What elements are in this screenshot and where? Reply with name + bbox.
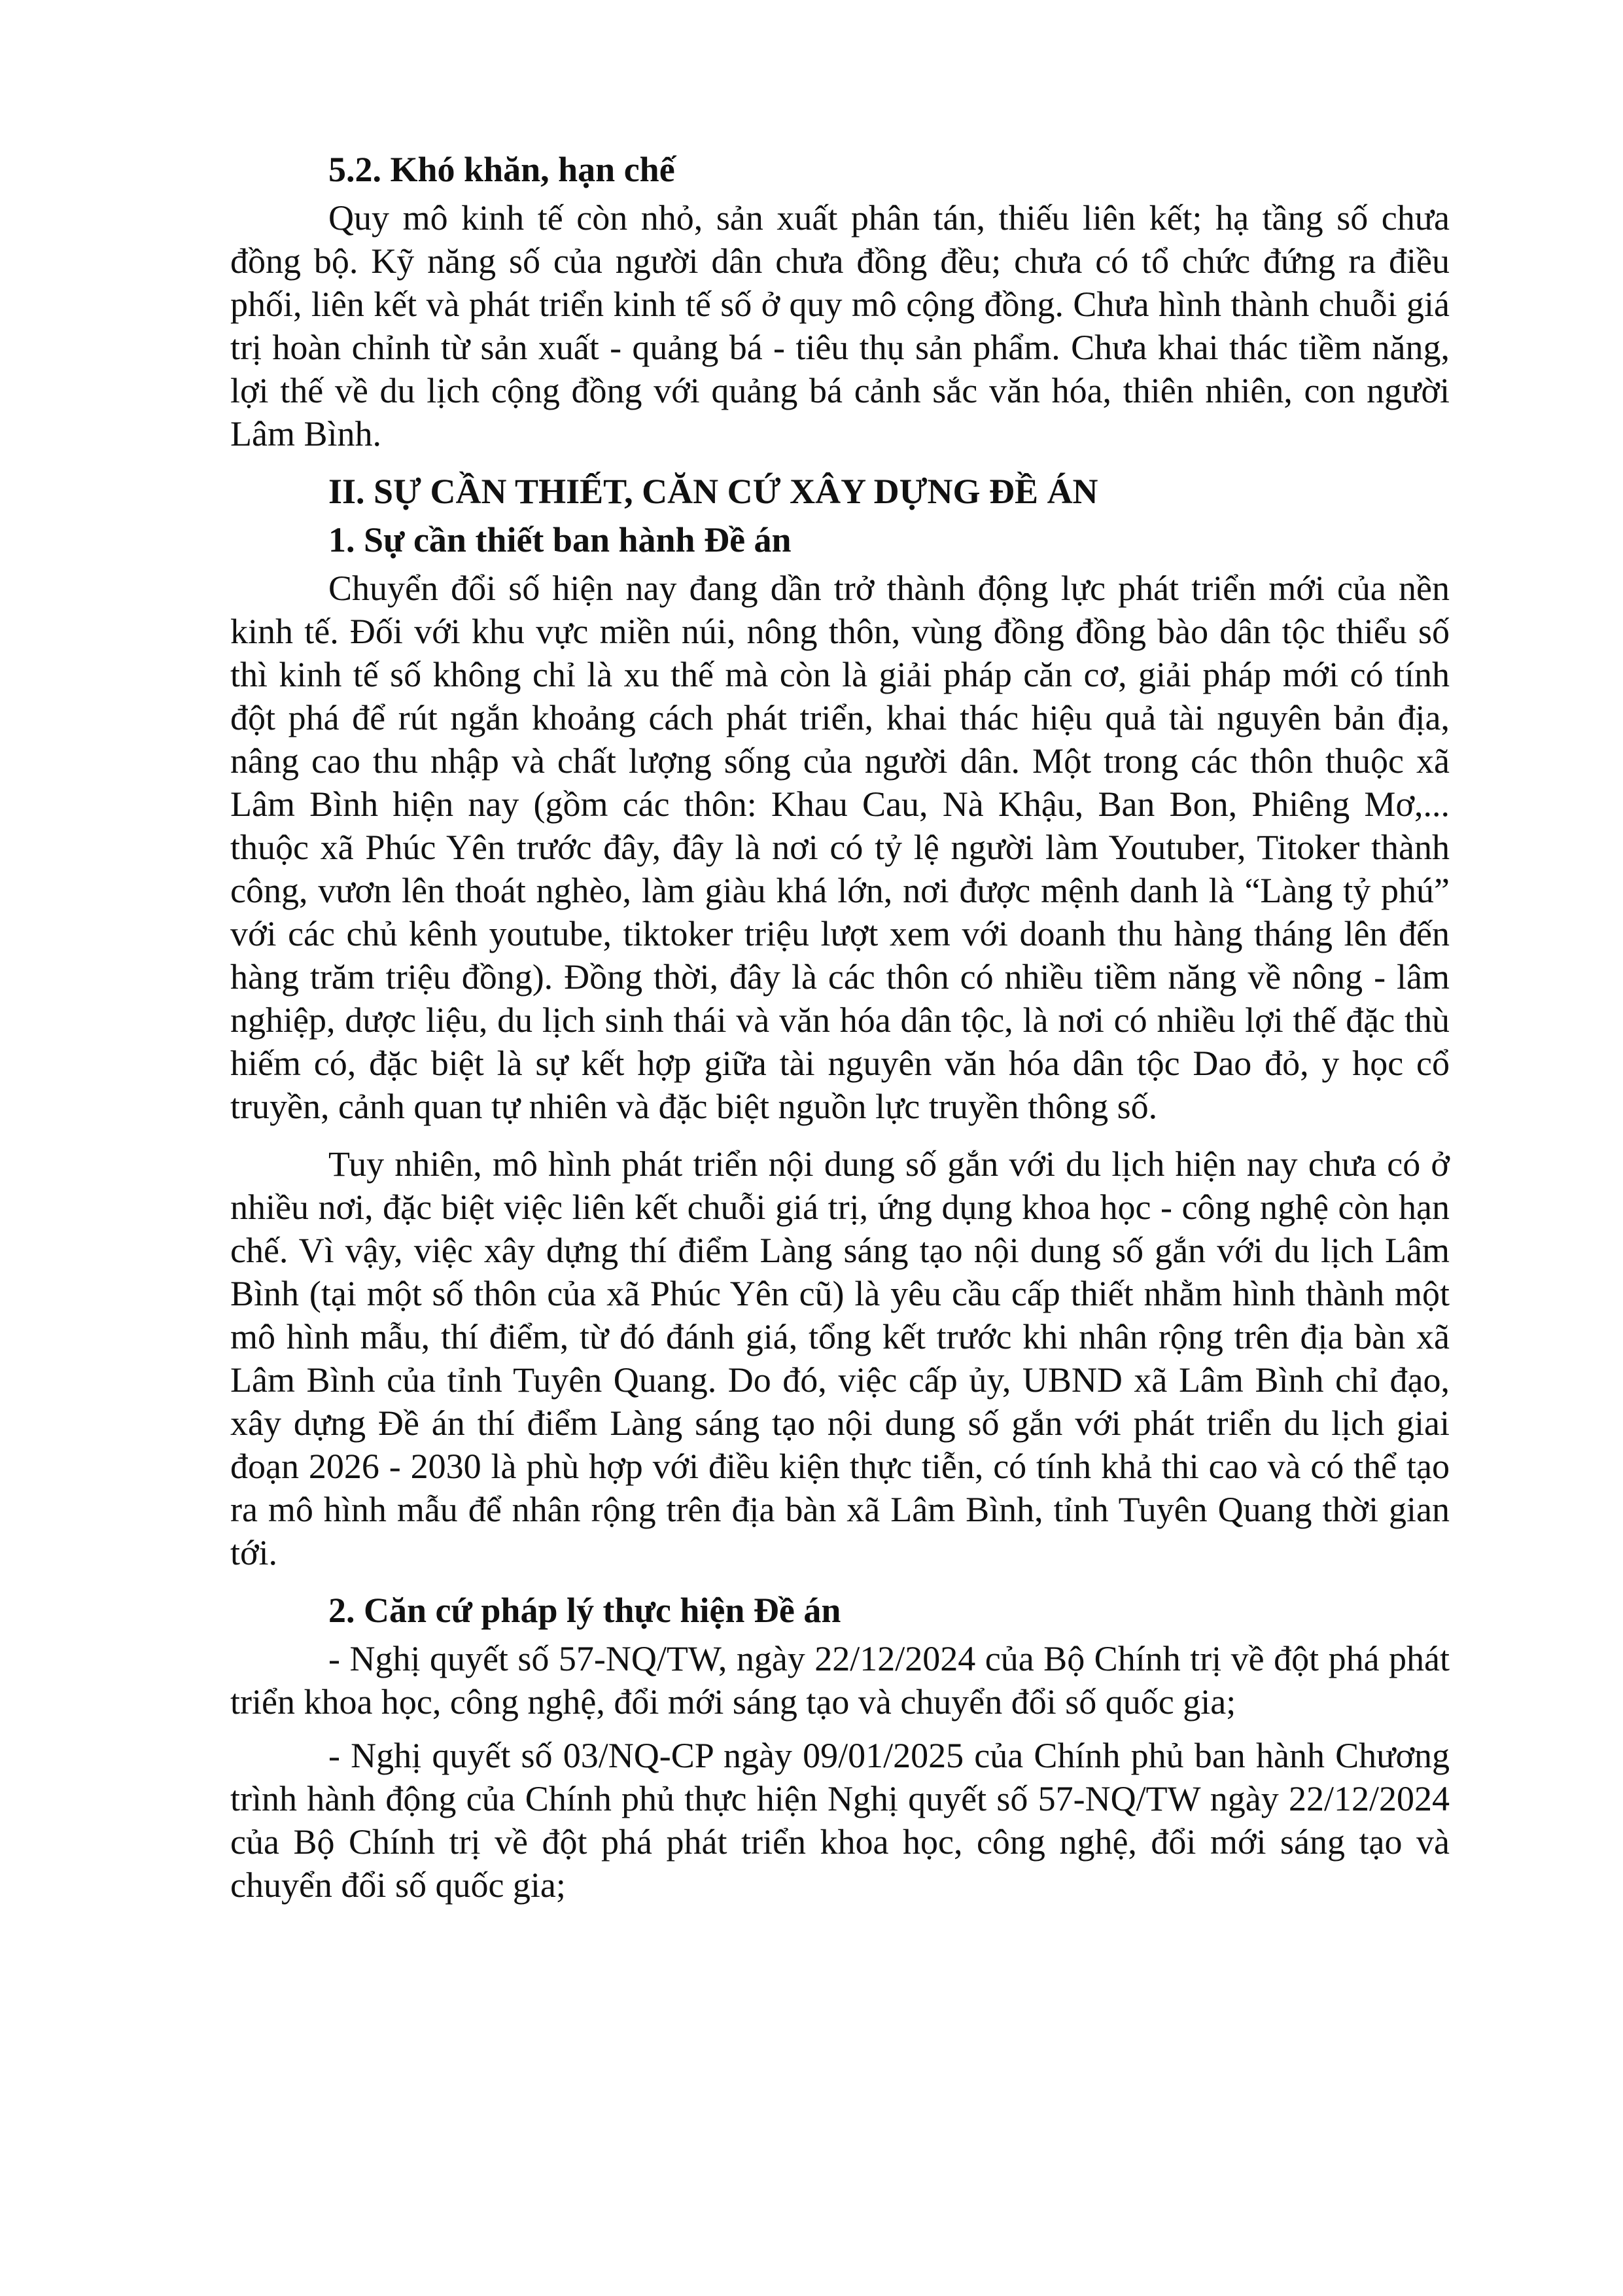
section-heading-1: 1. Sự cần thiết ban hành Đề án [328,520,792,559]
paragraph-difficulties: Quy mô kinh tế còn nhỏ, sản xuất phân tán, thiếu liên kết; hạ tầng số chưa đồng bộ. Kỹ năng số của người dân chưa đồng đều; chưa có tổ chức đứng ra điều phối, liên kết và phát triển kinh tế số ở quy mô cộng đồng. Chưa hình thành chuỗi giá trị hoàn chỉnh từ sản xuất - quảng bá - tiêu thụ sản phẩm. Chưa khai thác tiềm năng, lợi thế về du lịch cộng đồng với quảng bá cảnh sắc văn hóa, thiên nhiên, con người Lâm Bình. [230,198,1450,453]
section-heading-2: 2. Căn cứ pháp lý thực hiện Đề án [328,1591,841,1630]
paragraph-necessity-2: Tuy nhiên, mô hình phát triển nội dung số gắn với du lịch hiện nay chưa có ở nhiều nơi, đặc biệt việc liên kết chuỗi giá trị, ứng dụng khoa học - công nghệ còn hạn chế. Vì vậy, việc xây dựng thí điểm Làng sáng tạo nội dung số gắn với du lịch Lâm Bình (tại một số thôn của xã Phúc Yên cũ) là yêu cầu cấp thiết nhằm hình thành một mô hình mẫu, thí điểm, từ đó đánh giá, tổng kết trước khi nhân rộng trên địa bàn xã Lâm Bình của tỉnh Tuyên Quang. Do đó, việc cấp ủy, UBND xã Lâm Bình chỉ đạo, xây dựng Đề án thí điểm Làng sáng tạo nội dung số gắn với phát triển du lịch giai đoạn 2026 - 2030 là phù hợp với điều kiện thực tiễn, có tính khả thi cao và có thể tạo ra mô hình mẫu để nhân rộng trên địa bàn xã Lâm Bình, tỉnh Tuyên Quang thời gian tới. [230,1144,1450,1572]
section-heading-ii: II. SỰ CẦN THIẾT, CĂN CỨ XÂY DỰNG ĐỀ ÁN [328,472,1098,511]
document-page [230,148,1450,1917]
paragraph-necessity-1: Chuyển đổi số hiện nay đang dần trở thành động lực phát triển mới của nền kinh tế. Đối với khu vực miền núi, nông thôn, vùng đồng đồng bào dân tộc thiểu số thì kinh tế số không chỉ là xu thế mà còn là giải pháp căn cơ, giải pháp mới có tính đột phá để rút ngắn khoảng cách phát triển, khai thác hiệu quả tài nguyên bản địa, nâng cao thu nhập và chất lượng sống của người dân. Một trong các thôn thuộc xã Lâm Bình hiện nay (gồm các thôn: Khau Cau, Nà Khậu, Ban Bon, Phiêng Mơ,... thuộc xã Phúc Yên trước đây, đây là nơi có tỷ lệ người làm Youtuber, Titoker thành công, vươn lên thoát nghèo, làm giàu khá lớn, nơi được mệnh danh là “Làng tỷ phú” với các chủ kênh youtube, tiktoker triệu lượt xem với doanh thu hàng tháng lên đến hàng trăm triệu đồng). Đồng thời, đây là các thôn có nhiều tiềm năng về nông - lâm nghiệp, dược liệu, du lịch sinh thái và văn hóa dân tộc, là nơi có nhiều lợi thế đặc thù hiếm có, đặc biệt là sự kết hợp giữa tài nguyên văn hóa dân tộc Dao đỏ, y học cổ truyền, cảnh quan tự nhiên và đặc biệt nguồn lực truyền thông số. [230,569,1450,1126]
section-heading-5-2: 5.2. Khó khăn, hạn chế [328,150,675,189]
paragraph-legal-basis-1: - Nghị quyết số 57-NQ/TW, ngày 22/12/2024 của Bộ Chính trị về đột phá phát triển khoa học, công nghệ, đổi mới sáng tạo và chuyển đổi số quốc gia; [230,1639,1450,1722]
paragraph-legal-basis-2: - Nghị quyết số 03/NQ-CP ngày 09/01/2025 của Chính phủ ban hành Chương trình hành động của Chính phủ thực hiện Nghị quyết số 57-NQ/TW ngày 22/12/2024 của Bộ Chính trị về đột phá phát triển khoa học, công nghệ, đổi mới sáng tạo và chuyển đổi số quốc gia; [230,1736,1450,1905]
